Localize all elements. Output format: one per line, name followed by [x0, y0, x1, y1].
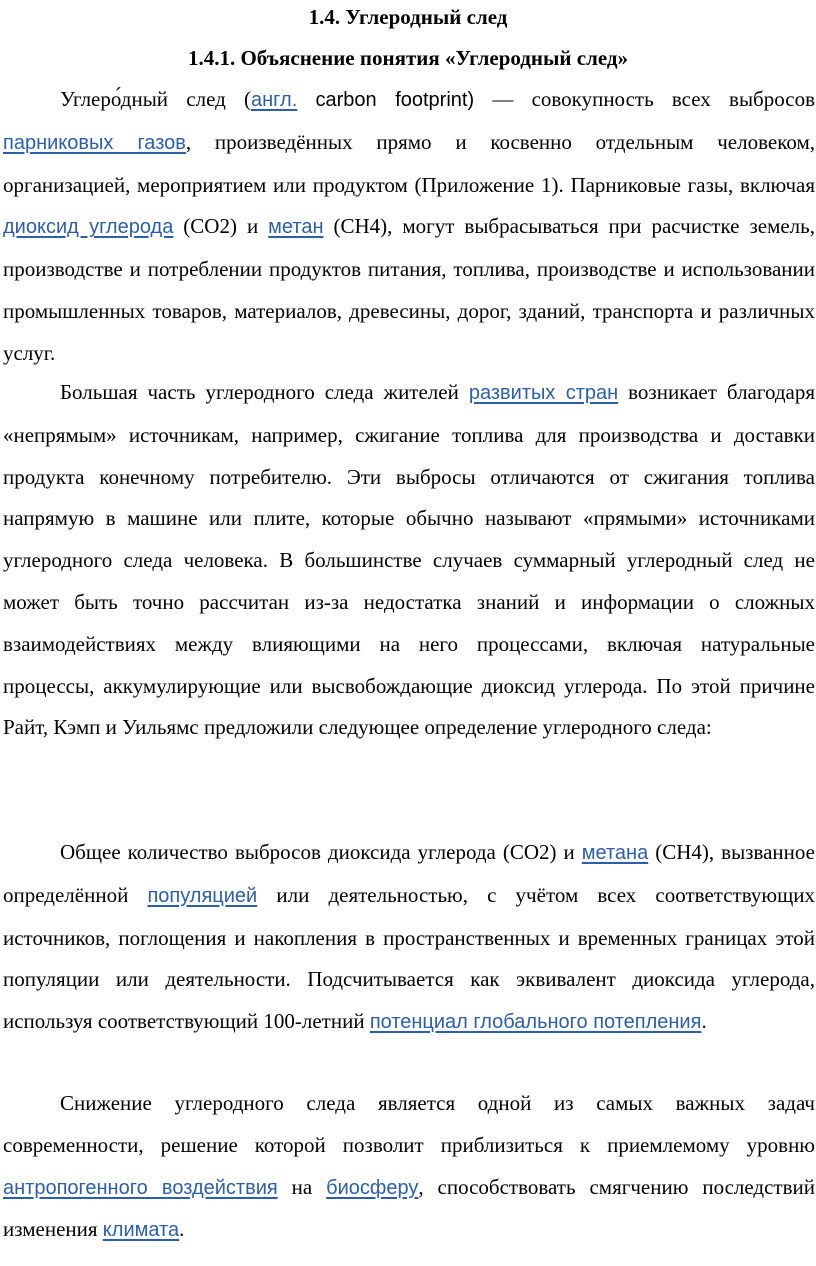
link-biosphere[interactable]: биосферу: [326, 1176, 419, 1199]
text-run: Углеро́дный след (: [60, 87, 252, 111]
text-run: или деятельностью, с учётом всех соответствующих источников, поглощения и накопления в пространственных и временных границах этой популяции или деятельности. Подсчитывается как эквивалент диоксида углерода, используя соответствующий 100-летний: [3, 882, 815, 1034]
link-carbon-dioxide[interactable]: диоксид углерода: [3, 216, 174, 239]
text-run: , способствовать смягчению последствий изменения: [3, 1174, 816, 1242]
english-term: carbon footprint): [315, 89, 475, 111]
text-run: , произведённых прямо и косвенно отдельным человеком, организацией, мероприятием или продуктом (Приложение 1). Парниковые газы, включая: [3, 129, 815, 197]
link-greenhouse-gases[interactable]: парниковых газов: [3, 131, 186, 154]
link-methane-2[interactable]: метана: [581, 842, 649, 864]
text-run: (CH4), вызванное определённой: [3, 840, 815, 907]
text-run: [297, 87, 315, 111]
text-run: (CH4), могут выбрасываться при расчистке земель, производстве и потреблении продуктов питания, топлива, производстве и использовании промышленных товаров, материалов, древесины, дорог, зданий, транспорта и различных услуг.: [3, 214, 815, 365]
paragraph-indirect-sources: [3, 372, 815, 749]
text-run: на: [277, 1174, 327, 1199]
paragraph-wright-definition: [3, 832, 815, 1044]
link-developed-countries[interactable]: развитых стран: [468, 382, 619, 404]
link-angl[interactable]: англ.: [251, 89, 298, 111]
text-run: — совокупность всех выбросов: [474, 87, 815, 111]
link-methane[interactable]: метан: [268, 216, 324, 239]
text-run: .: [701, 1009, 707, 1034]
section-heading: 1.4. Углеродный след: [308, 5, 508, 29]
text-run: Снижение углеродного следа является одной из самых важных задач современности, решение которой позволит приблизиться к приемлемому уровню: [3, 1091, 815, 1157]
text-run: Большая часть углеродного следа жителей: [60, 380, 469, 404]
text-run: возникает благодаря «непрямым» источникам, например, сжигание топлива для производства и доставки продукта конечному потребителю. Эти выбросы отличаются от сжигания топлива напрямую в машине или плите, которые обычно называют «прямыми» источниками углеродного следа человека. В большинстве случаев суммарный углеродный след не может быть точно рассчитан из-за недостатка знаний и информации о сложных взаимодействиях между влияющими на него процессами, включая натуральные процессы, аккумулирующие или высвобождающие диоксид углерода. По этой причине Райт, Кэмп и Уильямс предложили следующее определение углеродного следа:: [3, 380, 816, 740]
text-run: Общее количество выбросов диоксида углерода (CO2) и: [60, 840, 582, 864]
link-global-warming-potential[interactable]: потенциал глобального потепления: [369, 1011, 702, 1034]
paragraph-reduction: [3, 1083, 815, 1252]
paragraph-definition: [3, 79, 815, 375]
link-climate[interactable]: климата: [102, 1219, 180, 1242]
text-run: (CO2) и: [173, 214, 269, 239]
text-run: .: [179, 1217, 185, 1242]
link-population[interactable]: популяцией: [147, 884, 258, 907]
subsection-heading: 1.4.1. Объяснение понятия «Углеродный след»: [187, 46, 629, 70]
link-anthropogenic-impact[interactable]: антропогенного воздействия: [3, 1176, 278, 1199]
